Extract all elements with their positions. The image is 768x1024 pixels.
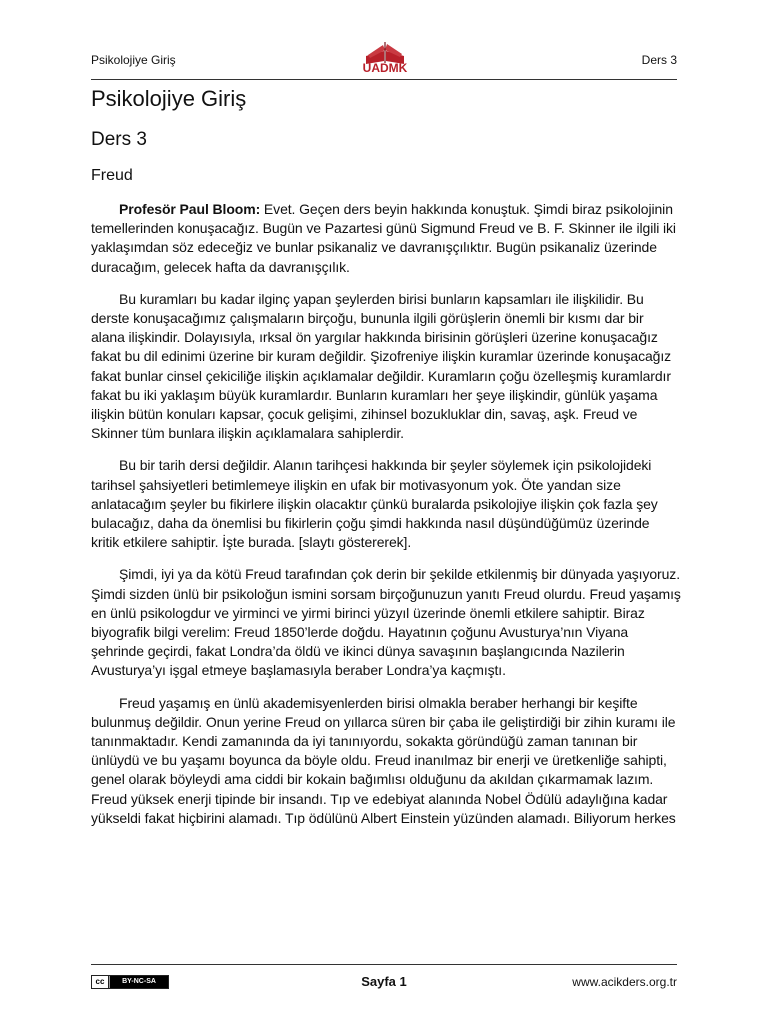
transcript-text [91,200,681,828]
document-title: Psikolojiye Giriş [91,86,247,111]
paragraph-text: Evet. Geçen ders beyin hakkında konuştuk. Şimdi biraz psikolojinin temellerinden konuşacağız. Bugün ve Pazartesi günü Sigmund Freud ve B. F. Skinner ile ilgili iki yaklaşımdan söz edeceğiz ve bunlar psikanaliz ve davranışçılıktır. Bugün psikanaliz üzerinde duracağım, gelecek hafta da davranışçılık. [91,201,676,275]
paragraph [91,565,681,680]
cc-icon: cc [92,976,109,988]
header-course-title: Psikolojiye Giriş [91,53,176,67]
paragraph-text: Bu bir tarih dersi değildir. Alanın tarihçesi hakkında bir şeyler söylemek için psikolojideki tarihsel şahsiyetleri betimlemeye ilişkin en ufak bir motivasyonum yok. Öte yandan size anlatacağım şeyler bu fikirlere ilişkin olacaktır çünkü buralarda psikolojiye ilişkin çok fazla şey bulacağız, daha da önemlisi bu fikirlerin çoğu şimdi hakkında nasıl düşündüğümüz üzerinde kritik etkilere sahiptir. İşte burada. [slaytı göstererek]. [91,457,658,551]
speaker-name: Profesör Paul Bloom: [119,201,261,217]
header-lesson-number: Ders 3 [641,53,677,67]
logo-lettering: UADMK [362,61,408,75]
paragraph [91,200,681,277]
page-header [91,50,677,76]
document-body [91,84,681,841]
paragraph-text: Bu kuramları bu kadar ilginç yapan şeylerden birisi bunların kapsamları ile ilişkilidir. Bu derste konuşacağımız çalışmaların birçoğu, bununla ilgili görüşlerin önemli bir kısmı dar bir alana ilişkindir. Dolayısıyla, ırksal ön yargılar hakkında birisinin görüşleri üzerine konuşacağız fakat bu dil edinimi üzerine bir kuram değildir. Şizofreniye ilişkin kuramlar üzerinde konuşacağız fakat bunlar cinsel çekiciliğe ilişkin açıklamalar değildir. Kuramların çoğu özelleşmiş kuramlardır fakat bu iki yaklaşım büyük kuramlardır. Bunların kuramları her şeye ilişkindir, günlük yaşama ilişkin bütün konuları kapsar, çocuk gelişimi, zihinsel bozukluklar din, savaş, aşk. Freud ve Skinner tüm bunlara ilişkin açıklamalara sahiplerdir. [91,290,672,442]
paragraph [91,456,681,552]
page-number: Sayfa 1 [361,974,407,989]
paragraph-text: Freud yaşamış en ünlü akademisyenlerden birisi olmakla beraber herhangi bir keşifte bulunmuş değildir. Onun yerine Freud on yıllarca süren bir çaba ile geliştirdiği bir zihin kuramı ile tanınmaktadır. Kendi zamanında da iyi tanınıyordu, sokakta göründüğü zaman tanınan bir ünlüydü ve bu yaşamı boyunca da böyle oldu. Freud inanılmaz bir enerji ve üretkenliğe sahipti, genel olarak böyleydi ama ciddi bir kokain bağımlısı olduğunu da akıldan çıkarmamak lazım. Freud yüksek enerji tipinde bir insandı. Tıp ve edebiyat alanında Nobel Ödülü adaylığına kadar yükseldi fakat hiçbirini alamadı. Tıp ödülünü Albert Einstein yüzünden alamadı. Biliyorum herkes [91,694,676,826]
paragraph-text: Şimdi, iyi ya da kötü Freud tarafından çok derin bir şekilde etkilenmiş bir dünyada yaşıyoruz. Şimdi sizden ünlü bir psikoloğun ismini sorsam birçoğunuzun yanıtı Freud olurdu. Freud yaşamış en ünlü psikologdur ve yirminci ve yirmi birinci yüzyıl üzerinde önemli etkilere sahiptir. Biraz biyografik bilgi verelim: Freud 1850’lerde doğdu. Hayatının çoğunu Avusturya’nın Viyana şehrinde geçirdi, fakat Londra’da öldü ve ikinci dünya savaşının başlangıcında Nazilerin Avusturya’yı işgal etmeye başlamasıyla beraber Londra’ya kaçmıştı. [91,566,681,679]
paragraph [91,694,681,828]
lesson-heading: Ders 3 [91,129,147,150]
page-footer [91,964,677,995]
license-terms: BY-NC-SA [110,976,168,988]
header-divider [91,79,677,80]
site-link[interactable]: www.acikders.org.tr [572,975,677,989]
section-heading: Freud [91,167,133,184]
paragraph [91,290,681,444]
uadmk-logo [358,42,412,76]
